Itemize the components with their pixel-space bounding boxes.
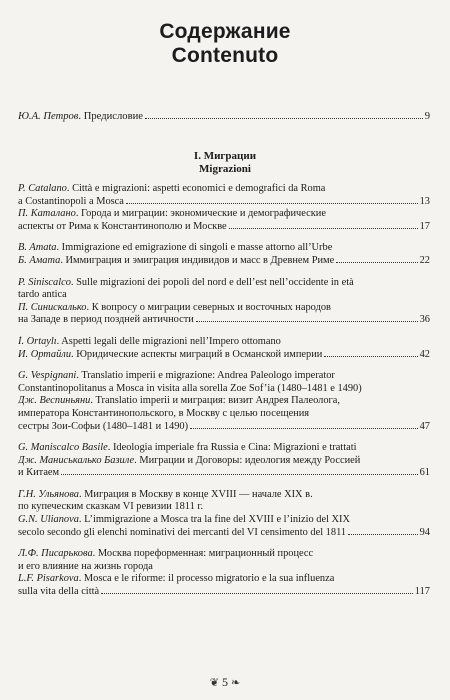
entry-text <box>18 561 153 572</box>
entry-title: Constantinopolitanus a Mosca in visita alla sorella Zoe Sof’ia (1480–1481 e 1490) <box>18 382 362 394</box>
entry-text <box>18 370 335 381</box>
dot-leader <box>61 474 417 475</box>
toc-line <box>18 349 430 362</box>
entry-author: П. Синискалько <box>18 301 87 313</box>
toc-line <box>18 501 430 514</box>
toc-line <box>18 370 430 383</box>
toc-line <box>18 314 430 327</box>
dot-leader <box>145 118 423 119</box>
toc-line <box>18 255 430 268</box>
toc-entry <box>18 336 430 361</box>
entry-author: Дж. Веспиньяни <box>18 395 91 407</box>
toc-entry <box>18 489 430 539</box>
dot-leader <box>196 321 418 322</box>
toc-line <box>18 586 430 599</box>
entry-title: . Aspetti legali delle migrazioni nell’Impero ottomano <box>56 335 281 347</box>
entry-title: по купеческим сказкам VI ревизии 1811 г. <box>18 501 204 513</box>
toc-entries <box>18 183 430 608</box>
section-title-italian: Migrazioni <box>199 163 251 175</box>
entry-author: G. Vespignani <box>18 370 77 382</box>
entry-title: . Миграции и Договоры: идеология между Россией <box>134 454 361 466</box>
page-number: 13 <box>419 195 430 207</box>
dot-leader <box>336 262 417 263</box>
entry-text <box>18 183 325 194</box>
page-number: 94 <box>419 526 430 538</box>
page-number: 47 <box>419 420 430 432</box>
entry-author: L.F. Pisarkova <box>18 573 79 585</box>
entry-text <box>18 586 99 599</box>
toc-line <box>18 489 430 502</box>
entry-text <box>18 573 334 584</box>
entry-title: tardo antica <box>18 289 67 301</box>
entry-title: . Mosca e le riforme: il processo migratorio e la sua influenza <box>78 573 335 585</box>
toc-line <box>18 336 430 349</box>
entry-text <box>18 408 309 419</box>
entry-author: G. Maniscalco Basile <box>18 442 108 454</box>
entry-author: G.N. Ulianova <box>18 514 79 526</box>
entry-author: P. Siniscalco <box>18 276 71 288</box>
entry-title: . Предисловие <box>78 111 143 122</box>
entry-text <box>18 421 188 434</box>
entry-text <box>18 221 227 234</box>
section-title-russian: I. Миграции <box>193 150 257 162</box>
entry-title: сестры Зои-Софьи (1480–1481 и 1490) <box>18 420 189 432</box>
dot-leader <box>126 203 418 204</box>
entry-text <box>18 277 354 288</box>
entry-author: P. Catalano <box>18 183 67 194</box>
toc-line <box>18 442 430 455</box>
entry-author: İ. Ortaylı <box>18 335 57 347</box>
page-number: 117 <box>414 586 430 598</box>
entry-text <box>18 255 334 268</box>
entry-author: И. Ортайли <box>18 348 72 360</box>
entry-text <box>18 349 322 362</box>
entry-author: B. Amata <box>18 242 57 254</box>
entry-text <box>18 196 124 209</box>
entry-text <box>18 548 313 559</box>
page-number: 36 <box>419 314 430 326</box>
toc-line <box>18 183 430 196</box>
entry-text <box>18 455 360 466</box>
entry-title: sulla vita della città <box>18 586 100 598</box>
page-number: 61 <box>419 467 430 479</box>
entry-text <box>18 442 356 453</box>
preface-entry <box>18 110 430 123</box>
page-number: 17 <box>419 220 430 232</box>
toc-entry <box>18 183 430 233</box>
footer-page-number: 5 <box>222 675 228 689</box>
entry-title: . Translatio imperii e migrazione: Andrea Paleologo imperator <box>76 370 335 382</box>
entry-text <box>18 395 340 406</box>
toc-line <box>18 514 430 527</box>
toc-line <box>18 561 430 574</box>
toc-entry <box>18 277 430 327</box>
entry-author: П. Каталано <box>18 208 76 220</box>
entry-text <box>18 501 203 512</box>
entry-title: на Западе в период поздней античности <box>18 314 194 326</box>
toc-line <box>18 421 430 434</box>
toc-line <box>18 208 430 221</box>
entry-text <box>18 527 346 540</box>
entry-title: аспекты от Рима к Константинополю и Москве <box>18 220 227 232</box>
entry-title: и его влияние на жизнь города <box>18 560 153 572</box>
toc-line <box>18 302 430 315</box>
toc-entry <box>18 442 430 480</box>
toc-line <box>18 455 430 468</box>
entry-text <box>18 514 350 525</box>
page-number: 22 <box>419 254 430 266</box>
entry-title: . Città e migrazioni: aspetti economici e demografici da Roma <box>66 183 326 194</box>
entry-text <box>18 302 331 313</box>
toc-line <box>18 277 430 290</box>
entry-author: Г.Н. Ульянова <box>18 488 79 500</box>
entry-text <box>18 110 143 123</box>
entry-title: . Миграция в Москву в конце XVIII — начале XIX в. <box>78 488 313 500</box>
toc-entry <box>18 242 430 267</box>
dot-leader <box>324 356 417 357</box>
entry-title: . Иммиграция и эмиграция индивидов и масс в Древнем Риме <box>60 254 335 266</box>
ornament-left-icon: ❦ <box>209 677 219 689</box>
dot-leader <box>190 428 418 429</box>
toc-line <box>18 110 430 123</box>
toc-line <box>18 548 430 561</box>
entry-text <box>18 467 59 480</box>
toc-line <box>18 383 430 396</box>
entry-title: . Translatio imperii и миграция: визит Андрея Палеолога, <box>90 395 340 407</box>
toc-line <box>18 221 430 234</box>
entry-title: . Immigrazione ed emigrazione di singoli e masse attorno all’Urbe <box>56 242 333 254</box>
title-russian: Содержание <box>159 20 291 43</box>
entry-title: и Китаем <box>18 467 60 479</box>
entry-author: Б. Амата <box>18 254 61 266</box>
entry-title: . Города и миграции: экономические и демографические <box>75 208 326 220</box>
entry-text <box>18 289 67 300</box>
dot-leader <box>229 228 418 229</box>
page-number: 9 <box>424 111 430 122</box>
entry-title: . L’immigrazione a Mosca tra la fine del XVIII e l’inizio del XIX <box>78 514 351 526</box>
entry-text <box>18 336 281 347</box>
entry-title: a Costantinopoli a Mosca <box>18 195 124 207</box>
entry-text <box>18 383 362 394</box>
toc-line <box>18 395 430 408</box>
toc-line <box>18 242 430 255</box>
toc-line <box>18 408 430 421</box>
entry-text <box>18 208 326 219</box>
entry-title: . Москва пореформенная: миграционный процесс <box>92 548 314 560</box>
toc-entry <box>18 370 430 433</box>
dot-leader <box>348 534 418 535</box>
title-italian: Contenuto <box>171 44 279 67</box>
toc-line <box>18 527 430 540</box>
section-heading <box>0 150 450 176</box>
entry-title: . Ideologia imperiale fra Russia e Cina: Migrazioni e trattati <box>107 442 357 454</box>
entry-text <box>18 314 194 327</box>
toc-line <box>18 467 430 480</box>
entry-author: Ю.А. Петров <box>18 111 79 122</box>
entry-title: императора Константинопольского, в Москву с целью посещения <box>18 407 310 419</box>
toc-line <box>18 196 430 209</box>
entry-title: . Sulle migrazioni dei popoli del nord e dell’est nell’occidente in età <box>70 276 354 288</box>
entry-text <box>18 242 332 253</box>
entry-title: . К вопросу о миграции северных и восточных народов <box>86 301 331 313</box>
page-number: 42 <box>419 348 430 360</box>
entry-title: . Юридические аспекты миграций в Османской империи <box>71 348 323 360</box>
page-footer <box>0 675 450 690</box>
entry-text <box>18 489 313 500</box>
toc-entry <box>18 548 430 598</box>
dot-leader <box>101 593 413 594</box>
entry-title: secolo secondo gli elenchi nominativi dei mercanti del VI censimento del 1811 <box>18 526 347 538</box>
entry-author: Дж. Маниськалько Базиле <box>18 454 135 466</box>
toc-line <box>18 573 430 586</box>
toc-line <box>18 289 430 302</box>
entry-author: Л.Ф. Писарькова <box>18 548 93 560</box>
ornament-right-icon: ❧ <box>231 677 241 689</box>
